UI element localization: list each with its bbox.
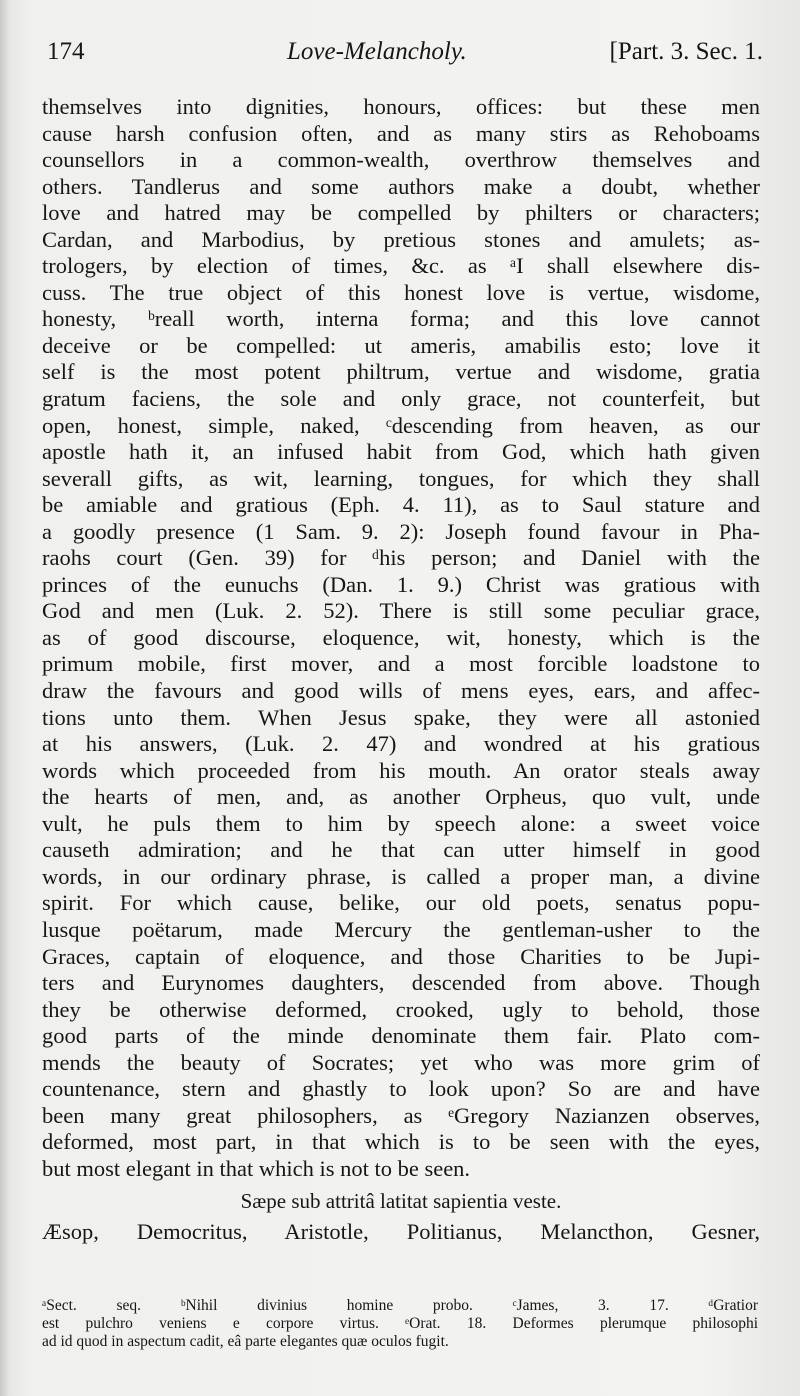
footnote-line: ᵃSect. seq. ᵇNihil divinius homine probo. ᶜJames, 3. 17. ᵈGratior	[42, 1297, 758, 1314]
text-line: princes of the eunuchs (Dan. 1. 9.) Christ was gratious with	[42, 571, 760, 597]
text-line: honesty, ᵇreall worth, interna forma; and this love cannot	[42, 306, 760, 332]
section-reference: [Part. 3. Sec. 1.	[609, 38, 763, 65]
text-line: gratum faciens, the sole and only grace, not counterfeit, but	[42, 386, 760, 412]
text-line: been many great philosophers, as ᵉGregory Nazianzen observes,	[42, 1102, 760, 1128]
text-line: deceive or be compelled: ut ameris, amabilis esto; love it	[42, 332, 760, 358]
text-line: cuss. The true object of this honest love is vertue, wisdome,	[42, 279, 760, 305]
text-line: countenance, stern and ghastly to look upon? So are and have	[42, 1076, 760, 1102]
footnote-line: est pulchro veniens e corpore virtus. ᵉOrat. 18. Deformes plerumque philosophi	[42, 1315, 758, 1332]
text-line: God and men (Luk. 2. 52). There is still some peculiar grace,	[42, 598, 760, 624]
running-header	[47, 38, 763, 78]
text-line: mends the beauty of Socrates; yet who was more grim of	[42, 1049, 760, 1075]
text-line: words, in our ordinary phrase, is called a proper man, a divine	[42, 863, 760, 889]
text-line: words which proceeded from his mouth. An orator steals away	[42, 757, 760, 783]
page-number: 174	[47, 38, 85, 65]
text-line: apostle hath it, an infused habit from God, which hath given	[42, 439, 760, 465]
text-line: spirit. For which cause, belike, our old poets, senatus popu-	[42, 890, 760, 916]
text-line: ters and Eurynomes daughters, descended from above. Though	[42, 970, 760, 996]
closing-line: Æsop, Democritus, Aristotle, Politianus, Melancthon, Gesner,	[42, 1218, 760, 1244]
main-text	[42, 94, 760, 1246]
text-line: others. Tandlerus and some authors make a doubt, whether	[42, 173, 760, 199]
text-line: Cardan, and Marbodius, by pretious stones and amulets; as-	[42, 226, 760, 252]
text-line: as of good discourse, eloquence, wit, honesty, which is the	[42, 624, 760, 650]
text-line: Graces, captain of eloquence, and those Charities to be Jupi-	[42, 943, 760, 969]
text-line: trologers, by election of times, &c. as ᵃI shall elsewhere dis-	[42, 253, 760, 279]
footnotes	[42, 1297, 758, 1351]
text-line: but most elegant in that which is not to be seen.	[42, 1155, 471, 1181]
text-line: lusque poëtarum, made Mercury the gentleman-usher to the	[42, 916, 760, 942]
text-line: primum mobile, first mover, and a most forcible loadstone to	[42, 651, 760, 677]
text-line: raohs court (Gen. 39) for ᵈhis person; and Daniel with the	[42, 545, 760, 571]
text-line: open, honest, simple, naked, ᶜdescending from heaven, as our	[42, 412, 760, 438]
text-line: causeth admiration; and he that can utter himself in good	[42, 837, 760, 863]
text-line: love and hatred may be compelled by philters or characters;	[42, 200, 760, 226]
text-line: good parts of the minde denominate them fair. Plato com-	[42, 1023, 760, 1049]
text-line: draw the favours and good wills of mens eyes, ears, and affec-	[42, 678, 760, 704]
text-line: deformed, most part, in that which is to be seen with the eyes,	[42, 1129, 760, 1155]
text-line: be amiable and gratious (Eph. 4. 11), as to Saul stature and	[42, 492, 760, 518]
text-line: a goodly presence (1 Sam. 9. 2): Joseph found favour in Pha-	[42, 518, 760, 544]
text-line: vult, he puls them to him by speech alone: a sweet voice	[42, 810, 760, 836]
page-edge-shadow	[0, 0, 10, 1396]
text-line: at his answers, (Luk. 2. 47) and wondred at his gratious	[42, 731, 760, 757]
text-line: the hearts of men, and, as another Orpheus, quo vult, unde	[42, 784, 760, 810]
text-line: self is the most potent philtrum, vertue and wisdome, gratia	[42, 359, 760, 385]
footnote-line: ad id quod in aspectum cadit, eâ parte elegantes quæ oculos fugit.	[42, 1333, 449, 1350]
running-title: Love-Melancholy.	[287, 38, 467, 65]
text-line: tions unto them. When Jesus spake, they were all astonied	[42, 704, 760, 730]
text-line: themselves into dignities, honours, offices: but these men	[42, 94, 760, 119]
text-line: they be otherwise deformed, crooked, ugly to behold, those	[42, 996, 760, 1022]
text-line: cause harsh confusion often, and as many stirs as Rehoboams	[42, 120, 760, 146]
latin-verse: Sæpe sub attritâ latitat sapientia veste.	[240, 1189, 562, 1214]
text-line: counsellors in a common-wealth, overthrow themselves and	[42, 147, 760, 173]
text-line: severall gifts, as wit, learning, tongues, for which they shall	[42, 465, 760, 491]
